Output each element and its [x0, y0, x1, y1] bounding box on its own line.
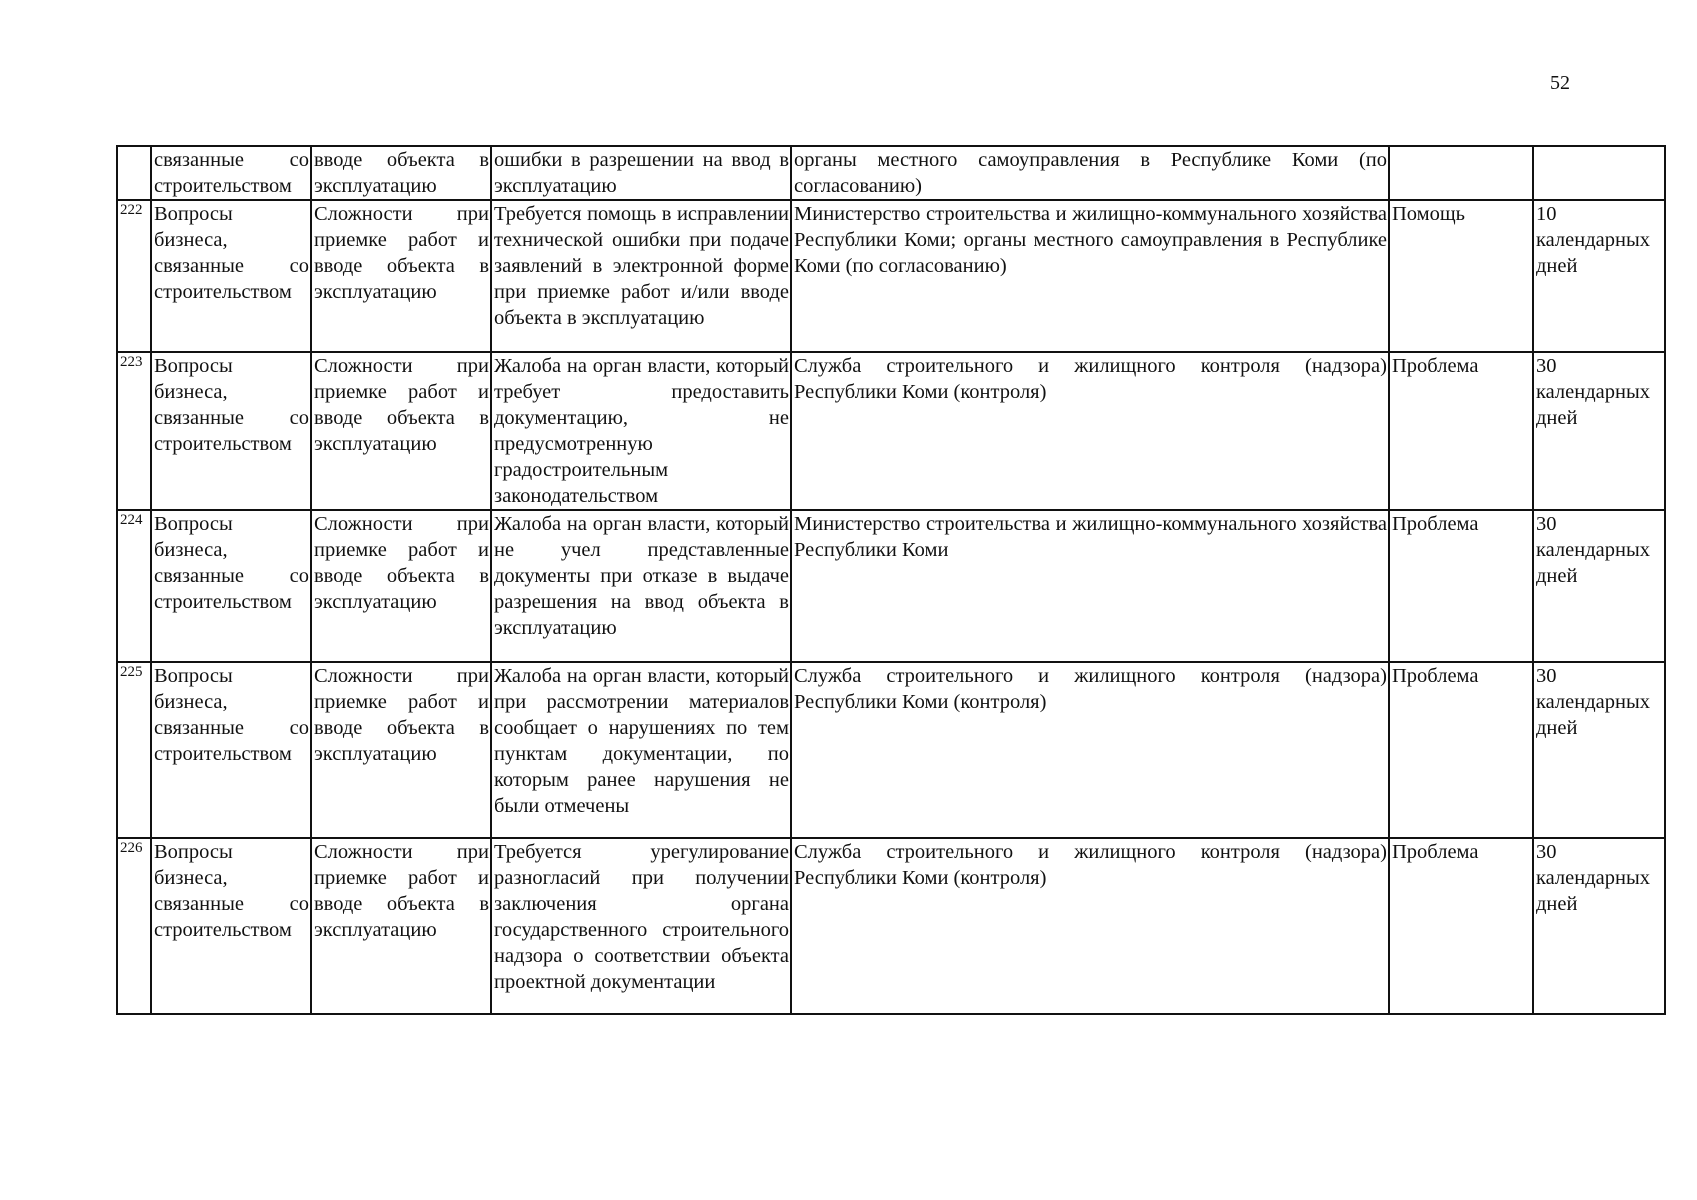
- term-cell: 30 календарных дней: [1533, 352, 1665, 510]
- authority-cell: органы местного самоуправления в Республике Коми (по согласованию): [791, 146, 1389, 200]
- row-number: 222: [117, 200, 151, 352]
- subcategory-cell: Сложности при приемке работ и вводе объекта в эксплуатацию: [311, 662, 491, 838]
- description-cell: Жалоба на орган власти, который требует предоставить документацию, не предусмотренную градостроительным законодательством: [491, 352, 791, 510]
- row-number: 226: [117, 838, 151, 1014]
- page-number: 52: [1550, 72, 1570, 94]
- row-number: 223: [117, 352, 151, 510]
- description-cell: ошибки в разрешении на ввод в эксплуатацию: [491, 146, 791, 200]
- description-cell: Жалоба на орган власти, который при рассмотрении материалов сообщает о нарушениях по тем пунктам документации, по которым ранее нарушения не были отмечены: [491, 662, 791, 838]
- category-cell: Вопросы бизнеса, связанные со строительством: [151, 510, 311, 662]
- authority-cell: Министерство строительства и жилищно-коммунального хозяйства Республики Коми: [791, 510, 1389, 662]
- category-cell: Вопросы бизнеса, связанные со строительством: [151, 838, 311, 1014]
- description-cell: Требуется помощь в исправлении технической ошибки при подаче заявлений в электронной форме при приемке работ и/или вводе объекта в эксплуатацию: [491, 200, 791, 352]
- row-number: 224: [117, 510, 151, 662]
- subcategory-cell: Сложности при приемке работ и вводе объекта в эксплуатацию: [311, 352, 491, 510]
- subcategory-cell: Сложности при приемке работ и вводе объекта в эксплуатацию: [311, 838, 491, 1014]
- request-type-cell: Проблема: [1389, 510, 1533, 662]
- term-cell: 30 календарных дней: [1533, 838, 1665, 1014]
- subcategory-cell: Сложности при приемке работ и вводе объекта в эксплуатацию: [311, 200, 491, 352]
- row-number: [117, 146, 151, 200]
- registry-table-body: [117, 146, 1665, 1014]
- table-row: [117, 146, 1665, 200]
- table-row: [117, 838, 1665, 1014]
- table-row: [117, 662, 1665, 838]
- term-cell: 30 календарных дней: [1533, 510, 1665, 662]
- request-type-cell: Проблема: [1389, 352, 1533, 510]
- authority-cell: Министерство строительства и жилищно-коммунального хозяйства Республики Коми; органы местного самоуправления в Республике Коми (по согласованию): [791, 200, 1389, 352]
- category-cell: Вопросы бизнеса, связанные со строительством: [151, 200, 311, 352]
- description-cell: Требуется урегулирование разногласий при получении заключения органа государственного строительного надзора о соответствии объекта проектной документации: [491, 838, 791, 1014]
- category-cell: Вопросы бизнеса, связанные со строительством: [151, 352, 311, 510]
- table-row: [117, 200, 1665, 352]
- request-type-cell: Помощь: [1389, 200, 1533, 352]
- term-cell: 30 календарных дней: [1533, 662, 1665, 838]
- registry-table: [116, 145, 1666, 1015]
- term-cell: 10 календарных дней: [1533, 200, 1665, 352]
- subcategory-cell: вводе объекта в эксплуатацию: [311, 146, 491, 200]
- category-cell: связанные со строительством: [151, 146, 311, 200]
- category-cell: Вопросы бизнеса, связанные со строительством: [151, 662, 311, 838]
- subcategory-cell: Сложности при приемке работ и вводе объекта в эксплуатацию: [311, 510, 491, 662]
- description-cell: Жалоба на орган власти, который не учел представленные документы при отказе в выдаче разрешения на ввод объекта в эксплуатацию: [491, 510, 791, 662]
- authority-cell: Служба строительного и жилищного контроля (надзора) Республики Коми (контроля): [791, 838, 1389, 1014]
- authority-cell: Служба строительного и жилищного контроля (надзора) Республики Коми (контроля): [791, 352, 1389, 510]
- term-cell: [1533, 146, 1665, 200]
- row-number: 225: [117, 662, 151, 838]
- request-type-cell: [1389, 146, 1533, 200]
- table-row: [117, 352, 1665, 510]
- request-type-cell: Проблема: [1389, 838, 1533, 1014]
- table-row: [117, 510, 1665, 662]
- request-type-cell: Проблема: [1389, 662, 1533, 838]
- authority-cell: Служба строительного и жилищного контроля (надзора) Республики Коми (контроля): [791, 662, 1389, 838]
